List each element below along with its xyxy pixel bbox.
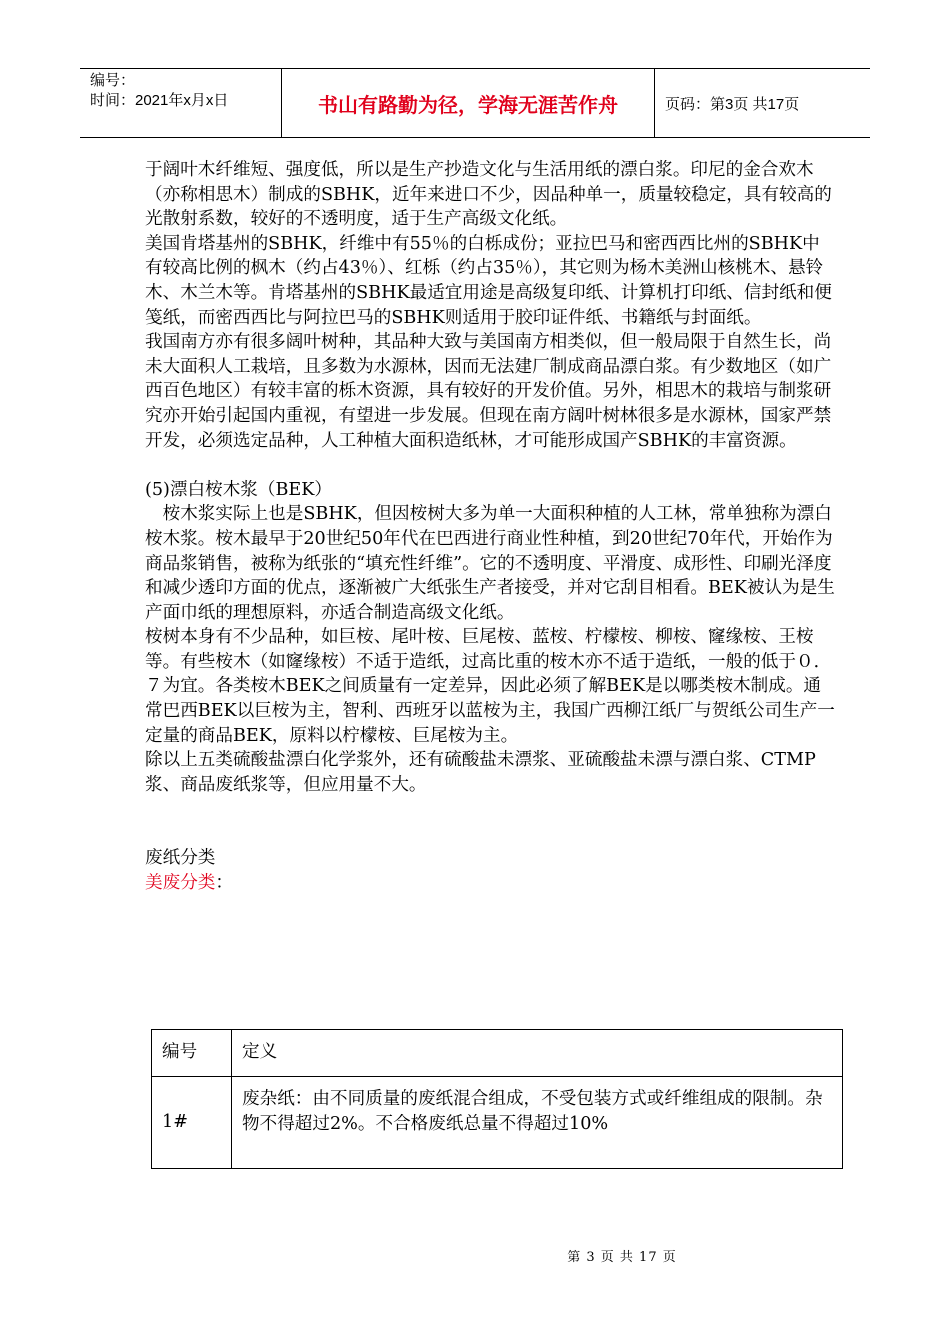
paragraph: 除以上五类硫酸盐漂白化学浆外，还有硫酸盐未漂浆、亚硫酸盐未漂与漂白浆、CTMP浆、商品废纸浆等，但应用量不大。	[145, 750, 816, 795]
waste-subheading	[145, 871, 835, 896]
table-cell-number: 1#	[152, 1077, 232, 1169]
waste-subheading-colon: ：	[215, 873, 233, 894]
section-title: (5)漂白桉木浆（BEK）	[145, 479, 332, 500]
paragraph: 桉木浆实际上也是SBHK，但因桉树大多为单一大面积种植的人工林，常单独称为漂白桉木浆。桉木最早于20世纪50年代在巴西进行商业性种植，到20世纪70年代，开始作为商品浆销售，被称为纸张的“填充性纤维”。它的不透明度、平滑度、成形性、印刷光泽度和减少透印方面的优点，逐渐被广大纸张生产者接受，并对它刮目相看。BEK被认为是生产面巾纸的理想原料，亦适合制造高级文化纸。	[145, 504, 835, 623]
paragraph: 桉树本身有不少品种，如巨桉、尾叶桉、巨尾桉、蓝桉、柠檬桉、柳桉、窿缘桉、王桉等。有些桉木（如窿缘桉）不适于造纸，过高比重的桉木亦不适于造纸，一般的低于０．７为宜。各类桉木BEK之间质量有一定差异，因此必须了解BEK是以哪类桉木制成。通常巴西BEK以巨桉为主，智利、西班牙以蓝桉为主，我国广西柳江纸厂与贺纸公司生产一定量的商品BEK，原料以柠檬桉、巨尾桉为主。	[145, 627, 835, 746]
date-label: 时间：2021年x月x日	[90, 92, 229, 109]
paragraph: 美国肯塔基州的SBHK，纤维中有55％的白栎成份；亚拉巴马和密西西比州的SBHK中有较高比例的枫木（约占43％）、红栎（约占35％），其它则为杨木美洲山核桃木、悬铃木、木兰木等。肯塔基州的SBHK最适宜用途是高级复印纸、计算机打印纸、信封纸和便笺纸，而密西西比与阿拉巴马的SBHK则适用于胶印证件纸、书籍纸与封面纸。	[145, 233, 832, 328]
waste-table	[151, 1029, 843, 1169]
paragraph: 我国南方亦有很多阔叶树种，其品种大致与美国南方相类似，但一般局限于自然生长，尚未大面积人工栽培，且多数为水源林，因而无法建厂制成商品漂白浆。有少数地区（如广西百色地区）有较丰富的栎木资源，具有较好的开发价值。另外，相思木的栽培与制浆研究亦开始引起国内重视，有望进一步发展。但现在南方阔叶树林很多是水源林，国家严禁开发，必须选定品种，人工种植大面积造纸林，才可能形成国产SBHK的丰富资源。	[145, 332, 832, 451]
page-footer: 第 3 页 共 17 页	[567, 1250, 677, 1265]
number-label: 编号：	[90, 72, 136, 89]
table-cell-definition: 废杂纸：由不同质量的废纸混合组成，不受包装方式或纤维组成的限制。杂物不得超过2%。不合格废纸总量不得超过10%	[232, 1077, 843, 1169]
document-body	[145, 158, 835, 896]
waste-subheading-text: 美废分类	[145, 873, 216, 894]
paragraph: 于阔叶木纤维短、强度低，所以是生产抄造文化与生活用纸的漂白浆。印尼的金合欢木（亦称相思木）制成的SBHK，近年来进口不少，因品种单一，质量较稳定，具有较高的光散射系数，较好的不透明度，适于生产高级文化纸。	[145, 160, 832, 230]
waste-heading: 废纸分类	[145, 848, 216, 869]
table-header-definition: 定义	[232, 1030, 843, 1077]
header-page-label: 页码：第3页 共17页	[665, 95, 800, 113]
table-row	[152, 1077, 843, 1169]
table-header-number: 编号	[152, 1030, 232, 1077]
header-meta	[80, 69, 282, 137]
table-header-row	[152, 1030, 843, 1077]
page-header	[80, 68, 870, 138]
header-motto: 书山有路勤为径，学海无涯苦作舟	[282, 69, 655, 137]
